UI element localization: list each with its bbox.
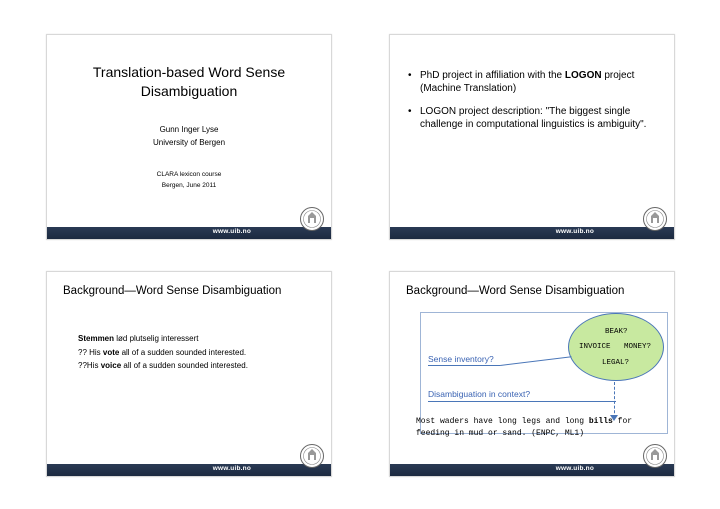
connector-line <box>428 401 616 402</box>
footer-url: www.uib.no <box>555 465 594 472</box>
place-date: Bergen, June 2011 <box>161 182 217 189</box>
bullet-item: • PhD project in affiliation with the LOGON project (Machine Translation) <box>406 69 664 95</box>
slide-footer <box>390 464 674 476</box>
sense-oval <box>568 313 664 381</box>
example-sentence: Most waders have long legs and long bills for feeding in mud or sand. (ENPC, ML1) <box>416 417 633 438</box>
course-name: CLARA lexicon course <box>156 171 222 178</box>
university-seal-icon <box>642 206 668 236</box>
translation-vote: ?? His vote all of a sudden sounded interested. <box>78 347 247 357</box>
bullet-list <box>406 69 664 141</box>
university-seal-icon <box>299 443 325 473</box>
footer-url: www.uib.no <box>555 228 594 235</box>
sense-money: MONEY? <box>624 343 652 351</box>
sense-beak: BEAK? <box>605 328 628 336</box>
university-seal-icon <box>299 206 325 236</box>
sense-inventory-label: Sense inventory? <box>428 354 494 364</box>
university-seal-icon <box>642 443 668 473</box>
slide-2-intro <box>389 34 675 240</box>
slide-title: Background—Word Sense Disambiguation <box>63 285 282 297</box>
sense-invoice: INVOICE <box>579 343 611 351</box>
affiliation: University of Bergen <box>152 138 226 147</box>
footer-url: www.uib.no <box>212 465 251 472</box>
author-name: Gunn Inger Lyse <box>159 125 219 134</box>
translation-voice: ??His voice all of a sudden sounded interested. <box>78 361 248 370</box>
presentation-title-line-2: Disambiguation <box>140 83 238 99</box>
slide-footer <box>390 227 674 239</box>
slide-3-background <box>46 271 332 477</box>
bullet-item: • LOGON project description: "The biggest single challenge in computational linguistics is ambiguity". <box>406 105 664 131</box>
sense-legal: LEGAL? <box>602 359 630 367</box>
slide-1-title <box>46 34 332 240</box>
presentation-title-line-1: Translation-based Word Sense <box>92 64 286 80</box>
example-sentences <box>78 332 248 373</box>
footer-url: www.uib.no <box>212 228 251 235</box>
slide-footer <box>47 464 331 476</box>
norwegian-sentence: Stemmen lød plutselig interessert <box>78 334 199 343</box>
disambiguation-label: Disambiguation in context? <box>428 389 531 399</box>
slide-4-diagram <box>389 271 675 477</box>
title-block <box>61 63 317 191</box>
dashed-arrow-line <box>614 382 615 418</box>
slide-footer <box>47 227 331 239</box>
slide-title: Background—Word Sense Disambiguation <box>406 285 625 297</box>
connector-line <box>428 365 500 366</box>
